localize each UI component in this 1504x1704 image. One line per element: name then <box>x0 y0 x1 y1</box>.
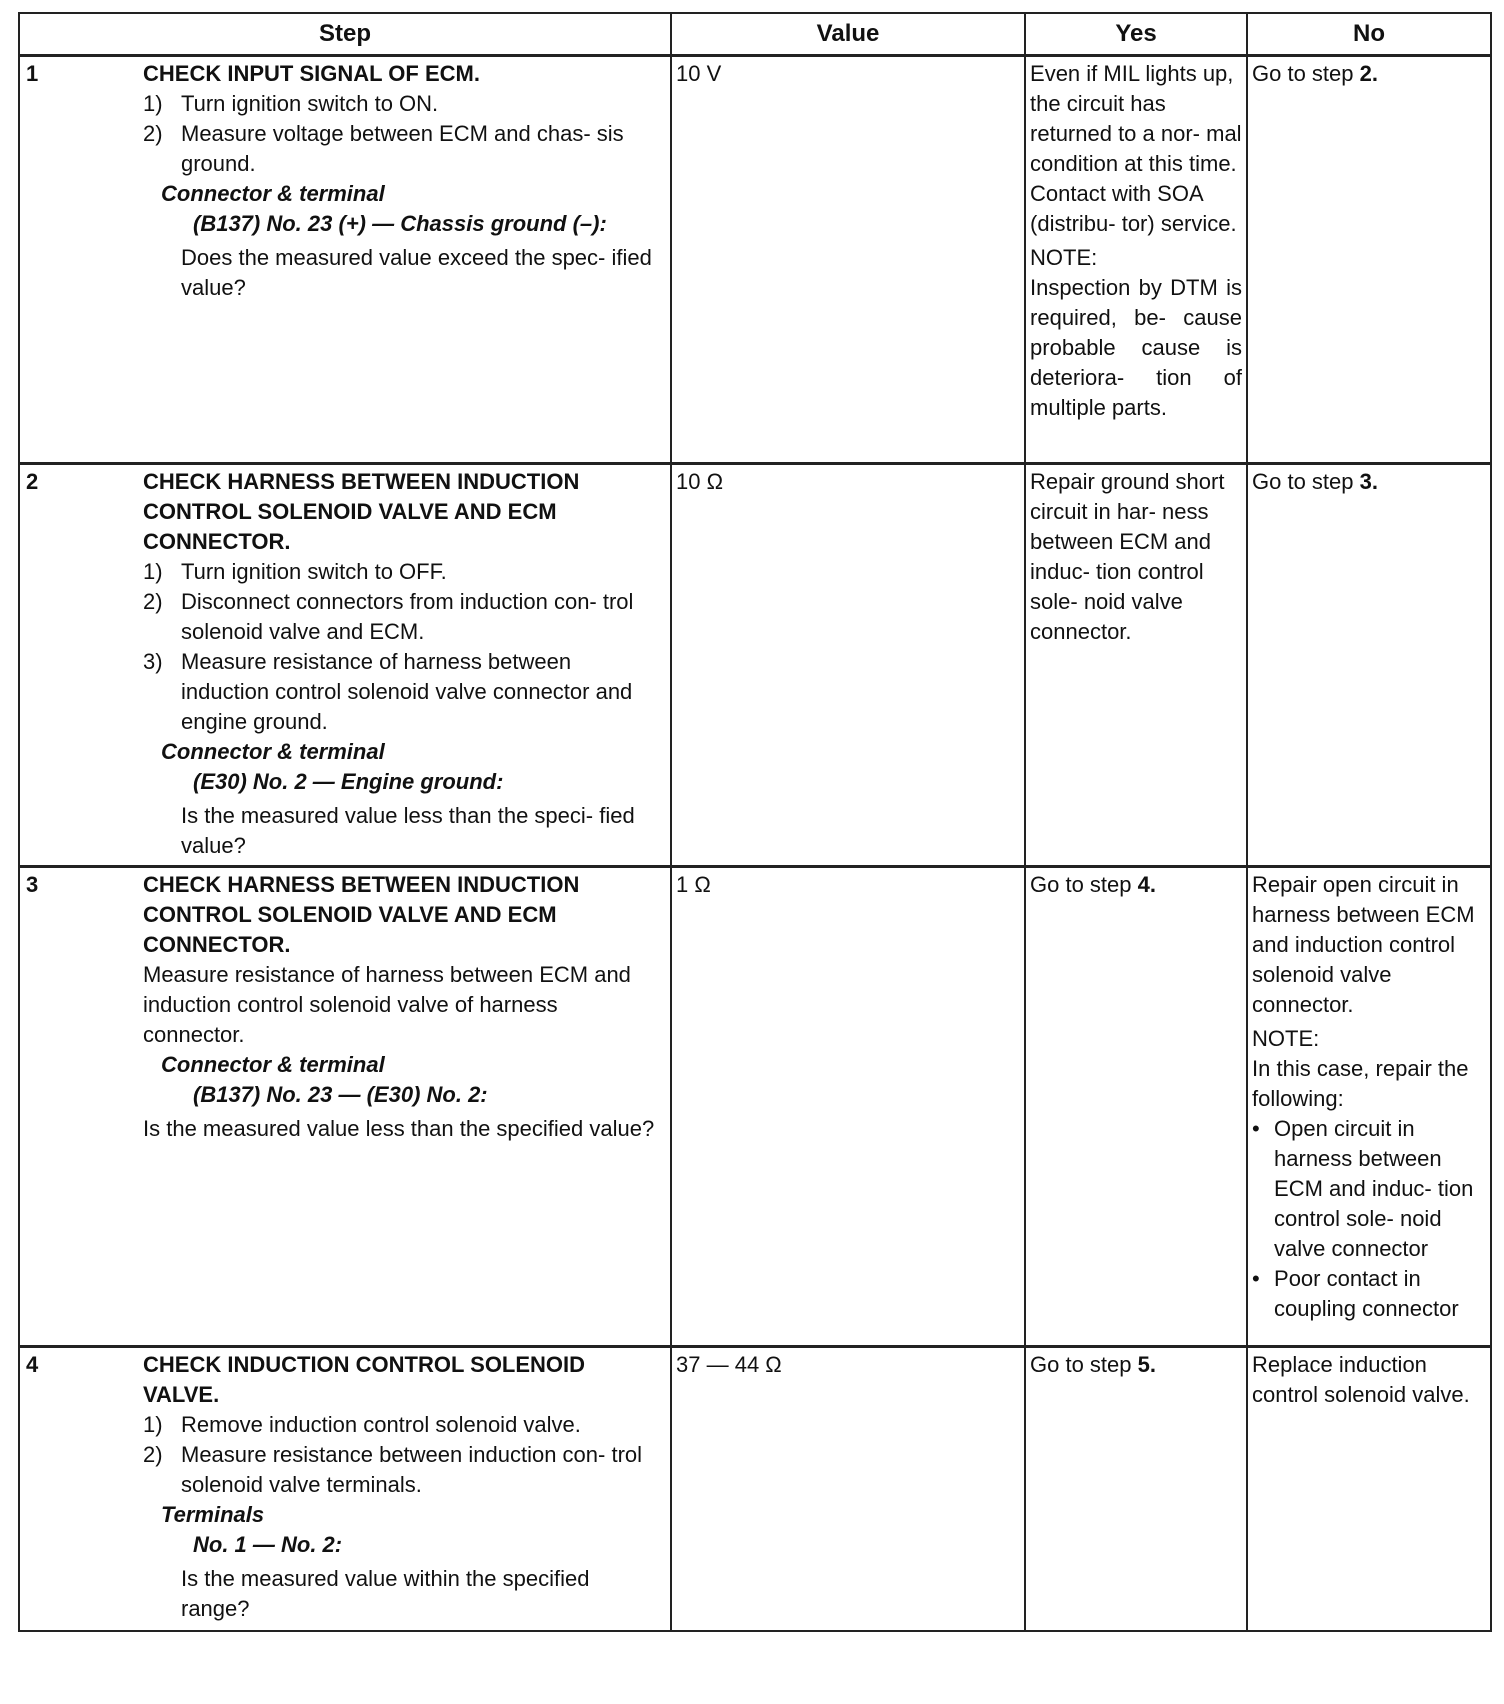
no-action-step: 2. <box>1359 61 1378 86</box>
step-question: Is the measured value within the specified range? <box>181 1566 590 1621</box>
step-title: CHECK INDUCTION CONTROL SOLENOID VALVE. <box>143 1352 586 1407</box>
yes-action-prefix: Go to step <box>1030 872 1138 897</box>
yes-cell <box>1025 56 1247 464</box>
header-value: Value <box>671 13 1025 56</box>
instruction-number: 2) <box>143 121 163 146</box>
step-title: CHECK HARNESS BETWEEN INDUCTION CONTROL SOLENOID VALVE AND ECM CONNECTOR. <box>143 469 580 554</box>
instruction-text: Disconnect connectors from induction con- trol solenoid valve and ECM. <box>181 589 634 644</box>
value-cell: 10 V <box>671 56 1025 464</box>
table-row <box>19 56 1491 464</box>
yes-action: Repair ground short circuit in har- ness between ECM and induc- tion control sole- noid valve connector. <box>1030 469 1225 644</box>
table-row <box>19 1347 1491 1631</box>
bullet-icon: • <box>1252 1116 1260 1141</box>
step-question: Is the measured value less than the specified value? <box>143 1116 655 1141</box>
connector-terminal-spec: (E30) No. 2 — Engine ground: <box>193 769 504 794</box>
note-text: Inspection by DTM is required, be- cause probable cause is deteriora- tion of multiple parts. <box>1030 275 1243 420</box>
no-action-prefix: Go to step <box>1252 469 1360 494</box>
instruction-text: Measure voltage between ECM and chas- sis ground. <box>181 121 624 176</box>
step-instruction <box>143 1440 664 1500</box>
step-instruction <box>143 89 664 119</box>
bullet-text: Poor contact in coupling connector <box>1274 1266 1459 1321</box>
no-cell <box>1247 464 1491 867</box>
step-question: Is the measured value less than the speci- fied value? <box>181 803 635 858</box>
step-number: 2 <box>19 464 143 867</box>
diagnostic-procedure-document <box>18 12 1490 1694</box>
instruction-text: Measure resistance of harness between induction control solenoid valve connector and engine ground. <box>181 649 633 734</box>
value-cell: 1 Ω <box>671 867 1025 1347</box>
step-cell <box>143 56 671 464</box>
table-row <box>19 867 1491 1347</box>
note-text: In this case, repair the following: <box>1252 1056 1469 1111</box>
no-cell <box>1247 56 1491 464</box>
instruction-number: 2) <box>143 589 163 614</box>
connector-terminal-spec: (B137) No. 23 (+) — Chassis ground (–): <box>193 211 607 236</box>
terminals-heading: Terminals <box>161 1502 265 1527</box>
no-cell <box>1247 867 1491 1347</box>
step-instruction <box>143 647 664 737</box>
terminals-spec: No. 1 — No. 2: <box>193 1532 343 1557</box>
connector-terminal-heading: Connector & terminal <box>161 181 385 206</box>
header-yes: Yes <box>1025 13 1247 56</box>
table-header-row <box>19 13 1491 56</box>
instruction-text: Turn ignition switch to OFF. <box>181 559 447 584</box>
instruction-number: 1) <box>143 91 163 116</box>
instruction-number: 2) <box>143 1442 163 1467</box>
no-action: Replace induction control solenoid valve. <box>1252 1352 1470 1407</box>
instruction-text: Remove induction control solenoid valve. <box>181 1412 581 1437</box>
step-instruction <box>143 1410 664 1440</box>
yes-action: Even if MIL lights up, the circuit has returned to a nor- mal condition at this time. Contact with SOA (distribu- tor) service. <box>1030 61 1242 236</box>
step-instruction <box>143 119 664 179</box>
no-action: Repair open circuit in harness between ECM and induction control solenoid valve connector. <box>1252 872 1475 1017</box>
step-number: 4 <box>19 1347 143 1631</box>
instruction-number: 1) <box>143 1412 163 1437</box>
yes-cell <box>1025 867 1247 1347</box>
instruction-number: 1) <box>143 559 163 584</box>
note-bullet <box>1252 1264 1486 1324</box>
connector-terminal-spec: (B137) No. 23 — (E30) No. 2: <box>193 1082 488 1107</box>
no-action-prefix: Go to step <box>1252 61 1360 86</box>
yes-cell <box>1025 464 1247 867</box>
step-instruction: Measure resistance of harness between ECM and induction control solenoid valve of harness connector. <box>143 962 631 1047</box>
bullet-text: Open circuit in harness between ECM and induc- tion control sole- noid valve connector <box>1274 1116 1474 1261</box>
header-step: Step <box>19 13 671 56</box>
yes-action-step: 5. <box>1137 1352 1156 1377</box>
connector-terminal-heading: Connector & terminal <box>161 739 385 764</box>
instruction-text: Measure resistance between induction con- trol solenoid valve terminals. <box>181 1442 643 1497</box>
step-number: 3 <box>19 867 143 1347</box>
note-heading: NOTE: <box>1252 1026 1320 1051</box>
step-cell <box>143 867 671 1347</box>
no-cell <box>1247 1347 1491 1631</box>
diagnostic-table <box>18 12 1492 1632</box>
value-cell: 37 — 44 Ω <box>671 1347 1025 1631</box>
instruction-number: 3) <box>143 649 163 674</box>
no-action-step: 3. <box>1359 469 1378 494</box>
connector-terminal-heading: Connector & terminal <box>161 1052 385 1077</box>
table-row <box>19 464 1491 867</box>
step-cell <box>143 464 671 867</box>
yes-cell <box>1025 1347 1247 1631</box>
note-bullet <box>1252 1114 1486 1264</box>
step-question: Does the measured value exceed the spec- ified value? <box>181 245 652 300</box>
header-no: No <box>1247 13 1491 56</box>
yes-action-step: 4. <box>1137 872 1156 897</box>
instruction-text: Turn ignition switch to ON. <box>181 91 439 116</box>
step-number: 1 <box>19 56 143 464</box>
step-instruction <box>143 557 664 587</box>
yes-action-prefix: Go to step <box>1030 1352 1138 1377</box>
step-title: CHECK INPUT SIGNAL OF ECM. <box>143 61 480 86</box>
note-heading: NOTE: <box>1030 245 1098 270</box>
step-cell <box>143 1347 671 1631</box>
step-title: CHECK HARNESS BETWEEN INDUCTION CONTROL SOLENOID VALVE AND ECM CONNECTOR. <box>143 872 580 957</box>
value-cell: 10 Ω <box>671 464 1025 867</box>
step-instruction <box>143 587 664 647</box>
bullet-icon: • <box>1252 1266 1260 1291</box>
